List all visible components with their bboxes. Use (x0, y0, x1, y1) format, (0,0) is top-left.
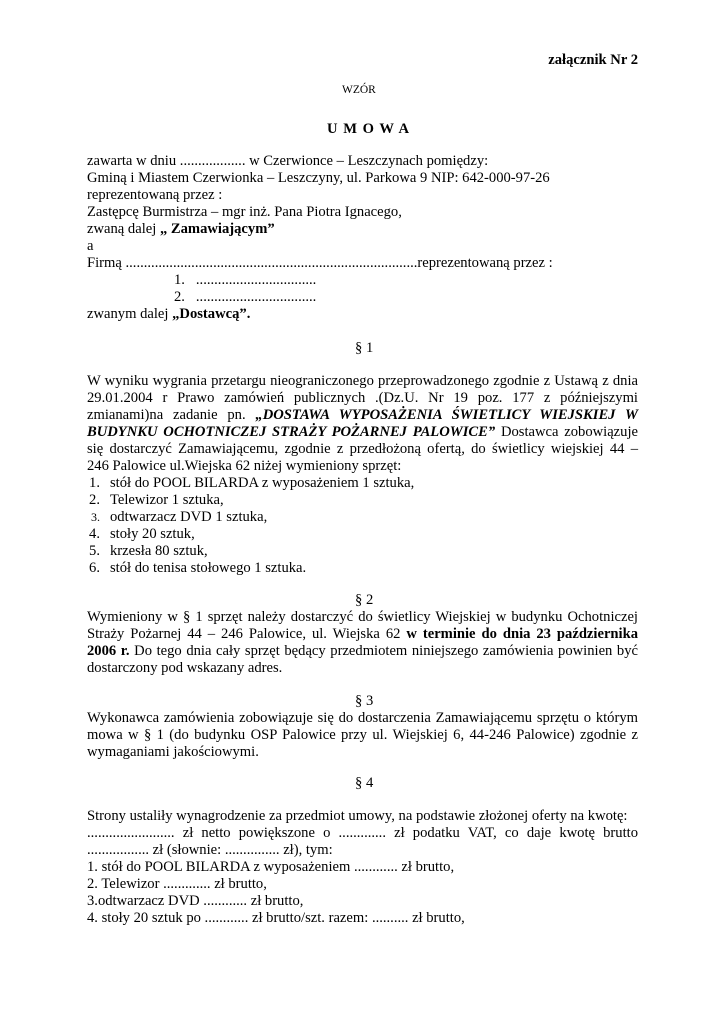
list-item: 5. krzesła 80 sztuk, (89, 543, 208, 559)
section-1-para-line-6: 246 Palowice ul.Wiejska 62 niżej wymieniony sprzęt: (87, 458, 402, 474)
section-2-heading: § 2 (355, 592, 374, 608)
supplier-firm-line: Firmą ................................................................................reprezentowaną przez : (87, 255, 553, 271)
representative-name: Zastępcę Burmistrza – mgr inż. Pana Piotra Ignacego, (87, 204, 402, 220)
task-name-part-2: BUDYNKU OCHOTNICZEJ STRAŻY POŻARNEJ PALOWICE” (87, 424, 496, 440)
section-4-heading: § 4 (355, 775, 374, 791)
conjunction-a: a (87, 238, 94, 254)
section-4-line-1: Strony ustaliły wynagrodzenie za przedmiot umowy, na podstawie złożonej oferty na kwotę: (87, 808, 628, 824)
contract-date-line: zawarta w dniu .................. w Czerwionce – Leszczynach pomiędzy: (87, 153, 489, 169)
section-3-heading: § 3 (355, 693, 374, 709)
section-3-line-2: mowa w § 1 (do budynku OSP Palowice przy ul. Wiejskiej 6, 44-246 Palowice) zgodnie z (87, 727, 638, 743)
price-item-4: 4. stoły 20 sztuk po ............ zł brutto/szt. razem: .......... zł brutto, (87, 910, 465, 926)
section-2-line-3: 2006 r. Do tego dnia cały sprzęt będący przedmiotem niniejszego zamówienia powinien być (87, 643, 639, 659)
section-2-line-4: dostarczony pod wskazany adres. (87, 660, 283, 676)
list-item: 1. stół do POOL BILARDA z wyposażeniem 1 sztuka, (89, 475, 415, 491)
section-1-para-line-5: się dostarczyć Zamawiającemu, zgodnie z przedłożoną ofertą, do świetlicy wiejskiej 44 – (87, 441, 638, 457)
section-3-line-1: Wykonawca zamówienia zobowiązuje się do dostarczenia Zamawiającemu sprzętu o którym (87, 710, 638, 726)
section-1-para-line-1: W wyniku wygrania przetargu nieograniczonego przeprowadzonego zgodnie z Ustawą z dnia (87, 373, 638, 389)
section-1-para-line-4: BUDYNKU OCHOTNICZEJ STRAŻY POŻARNEJ PALOWICE” Dostawca zobowiązuje (87, 424, 638, 440)
supplier-term: „Dostawcą”. (172, 306, 251, 322)
party-municipality: Gminą i Miastem Czerwionka – Leszczyny, ul. Parkowa 9 NIP: 642-000-97-26 (87, 170, 550, 186)
price-item-2: 2. Telewizor ............. zł brutto, (87, 876, 267, 892)
list-item: 3. odtwarzacz DVD 1 sztuka, (91, 509, 268, 525)
attachment-label: załącznik Nr 2 (548, 52, 638, 68)
list-item: 6. stół do tenisa stołowego 1 sztuka. (89, 560, 307, 576)
section-1-heading: § 1 (355, 340, 374, 356)
price-item-1: 1. stół do POOL BILARDA z wyposażeniem ............ zł brutto, (87, 859, 455, 875)
supplier-term-line: zwanym dalej „Dostawcą”. (87, 306, 251, 322)
template-label: WZÓR (342, 84, 376, 96)
delivery-year: 2006 r. (87, 643, 130, 659)
price-item-3: 3.odtwarzacz DVD ............ zł brutto, (87, 893, 304, 909)
represented-by-label: reprezentowaną przez : (87, 187, 223, 203)
section-1-para-line-2: 29.01.2004 r Prawo zamówień publicznych .(Dz.U. Nr 19 poz. 177 z późniejszymi (87, 390, 638, 406)
section-3-line-3: wymaganiami jakościowymi. (87, 744, 259, 760)
section-4-line-2: ........................ zł netto powiększone o ............. zł podatku VAT, co daje kwotę brutto (87, 825, 638, 841)
list-item: 2. Telewizor 1 sztuka, (89, 492, 224, 508)
delivery-deadline: w terminie do dnia 23 października (406, 626, 639, 642)
section-1-para-line-3: zmianami)na zadanie pn. „DOSTAWA WYPOSAŻENIA ŚWIETLICY WIEJSKIEJ W (87, 407, 638, 423)
ordering-party-line: zwaną dalej „ Zamawiającym” (87, 221, 275, 237)
supplier-rep-1: 1. ................................. (174, 272, 317, 288)
document-title: U M O W A (327, 121, 411, 137)
ordering-party-term: „ Zamawiającym” (159, 221, 275, 237)
section-2-line-2: Straży Pożarnej 44 – 246 Palowice, ul. Wiejska 62 w terminie do dnia 23 października (87, 626, 639, 642)
task-name-part-1: „DOSTAWA WYPOSAŻENIA ŚWIETLICY WIEJSKIEJ W (255, 407, 638, 423)
section-4-line-3: ................. zł (słownie: ............... zł), tym: (87, 842, 333, 858)
equipment-list (80, 475, 414, 577)
section-2-line-1: Wymieniony w § 1 sprzęt należy dostarczyć do świetlicy Wiejskiej w budynku Ochotniczej (87, 609, 638, 625)
list-item: 4. stoły 20 sztuk, (89, 526, 195, 542)
supplier-rep-2: 2. ................................. (174, 289, 317, 305)
